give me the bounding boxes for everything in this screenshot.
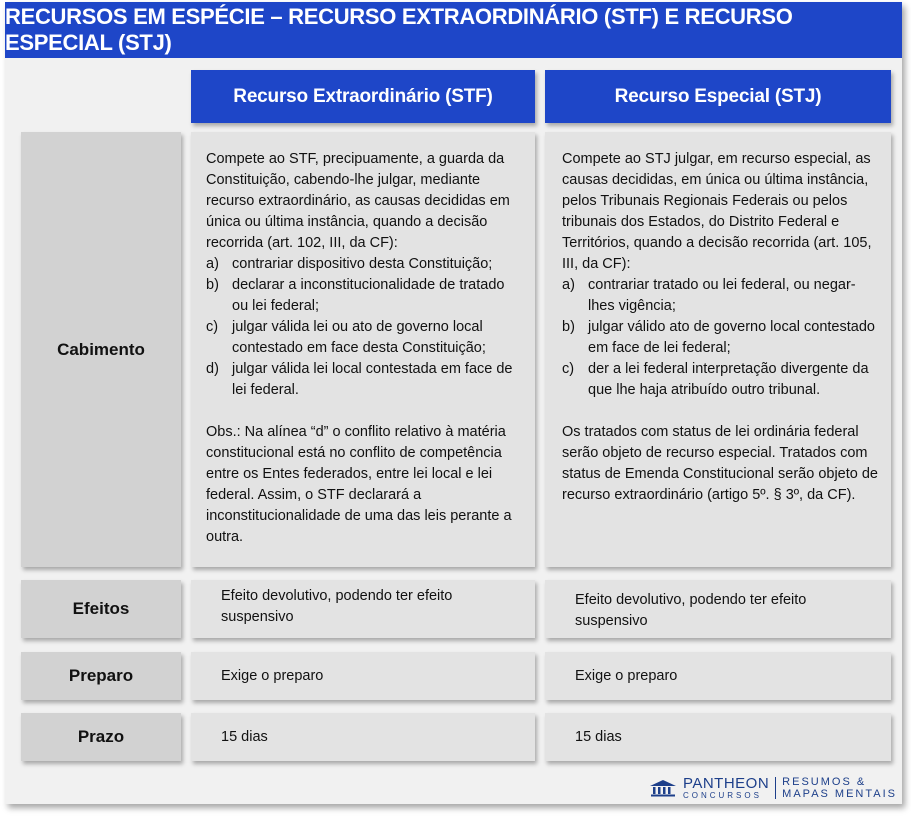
preparo-stf-cell xyxy=(191,652,535,700)
logo-divider xyxy=(775,777,776,799)
list-text: contrariar tratado ou lei federal, ou negar-lhes vigência; xyxy=(588,277,856,314)
logo-brand-block xyxy=(682,774,770,800)
preparo-stf-text: Exige o preparo xyxy=(221,668,324,684)
prazo-stj-text: 15 dias xyxy=(575,729,622,745)
list-item xyxy=(206,254,523,275)
column-header-stj: Recurso Especial (STJ) xyxy=(545,70,891,123)
list-item xyxy=(206,275,523,317)
prazo-stf-cell xyxy=(191,713,535,761)
cabimento-stf-cell xyxy=(191,132,535,567)
row-header-preparo: Preparo xyxy=(21,652,181,700)
list-item xyxy=(562,359,879,401)
row-header-prazo: Prazo xyxy=(21,713,181,761)
efeitos-stf-cell xyxy=(191,580,535,638)
column-header-stf: Recurso Extraordinário (STF) xyxy=(191,70,535,123)
list-marker: c) xyxy=(562,361,575,377)
cabimento-stf-intro: Compete ao STF, precipuamente, a guarda da Constituição, cabendo-lhe julgar, mediante recurso extraordinário, as causas decididas em única ou última instância, quando a decisão recorrida (art. 102, III, da CF): xyxy=(206,151,510,251)
list-marker: b) xyxy=(562,319,575,335)
list-item xyxy=(562,275,879,317)
page-title: RECURSOS EM ESPÉCIE – RECURSO EXTRAORDINÁRIO (STF) E RECURSO ESPECIAL (STJ) xyxy=(5,2,902,58)
cabimento-stj-note: Os tratados com status de lei ordinária federal serão objeto de recurso especial. Tratados com status de Emenda Constitucional serão objeto de recurso extraordinário (artigo 5º. § 3º, da CF). xyxy=(562,424,878,503)
list-marker: b) xyxy=(206,277,219,293)
logo-brand: PANTHEON xyxy=(682,774,770,792)
pantheon-logo xyxy=(649,776,897,800)
prazo-stf-text: 15 dias xyxy=(221,729,268,745)
efeitos-stf-text: Efeito devolutivo, podendo ter efeito suspensivo xyxy=(221,588,453,625)
list-item xyxy=(206,317,523,359)
preparo-stj-text: Exige o preparo xyxy=(575,668,678,684)
efeitos-stj-cell xyxy=(545,580,891,638)
prazo-stj-cell xyxy=(545,713,891,761)
cabimento-stj-cell xyxy=(545,132,891,567)
list-marker: c) xyxy=(206,319,219,335)
logo-tagline-2: MAPAS MENTAIS xyxy=(782,788,897,800)
list-text: declarar a inconstitucionalidade de tratado ou lei federal; xyxy=(232,277,505,314)
cabimento-stf-note: Obs.: Na alínea “d” o conflito relativo à matéria constitucional está no conflito de competência entre os Entes federados, entre lei local e lei federal. Assim, o STF declarará a inconstitucionalidade de uma das leis perante a outra. xyxy=(206,424,512,545)
cabimento-stf-list xyxy=(206,254,523,401)
cabimento-stj-list xyxy=(562,275,879,401)
list-marker: a) xyxy=(562,277,575,293)
list-text: der a lei federal interpretação divergente da que lhe haja atribuído outro tribunal. xyxy=(588,361,869,398)
list-marker: d) xyxy=(206,361,219,377)
list-text: contrariar dispositivo desta Constituição; xyxy=(232,256,493,272)
row-header-cabimento: Cabimento xyxy=(21,132,181,567)
logo-brand-sub: CONCURSOS xyxy=(682,790,762,800)
row-header-efeitos: Efeitos xyxy=(21,580,181,638)
preparo-stj-cell xyxy=(545,652,891,700)
list-text: julgar válida lei ou ato de governo local contestado em face desta Constituição; xyxy=(232,319,486,356)
list-item xyxy=(562,317,879,359)
efeitos-stj-text: Efeito devolutivo, podendo ter efeito suspensivo xyxy=(575,592,807,629)
list-text: julgar válida lei local contestada em face de lei federal. xyxy=(232,361,513,398)
list-text: julgar válido ato de governo local contestado em face de lei federal; xyxy=(588,319,875,356)
logo-tagline-1: RESUMOS & xyxy=(782,776,867,788)
list-marker: a) xyxy=(206,256,219,272)
cabimento-stj-intro: Compete ao STJ julgar, em recurso especial, as causas decididas, em única ou última instância, pelos Tribunais Regionais Federais ou pelos tribunais dos Estados, do Distrito Federal e Territórios, quando a decisão recorrida (art. 105, III, da CF): xyxy=(562,151,872,272)
logo-tagline-block xyxy=(782,776,897,800)
list-item xyxy=(206,359,523,401)
temple-icon xyxy=(649,779,677,797)
